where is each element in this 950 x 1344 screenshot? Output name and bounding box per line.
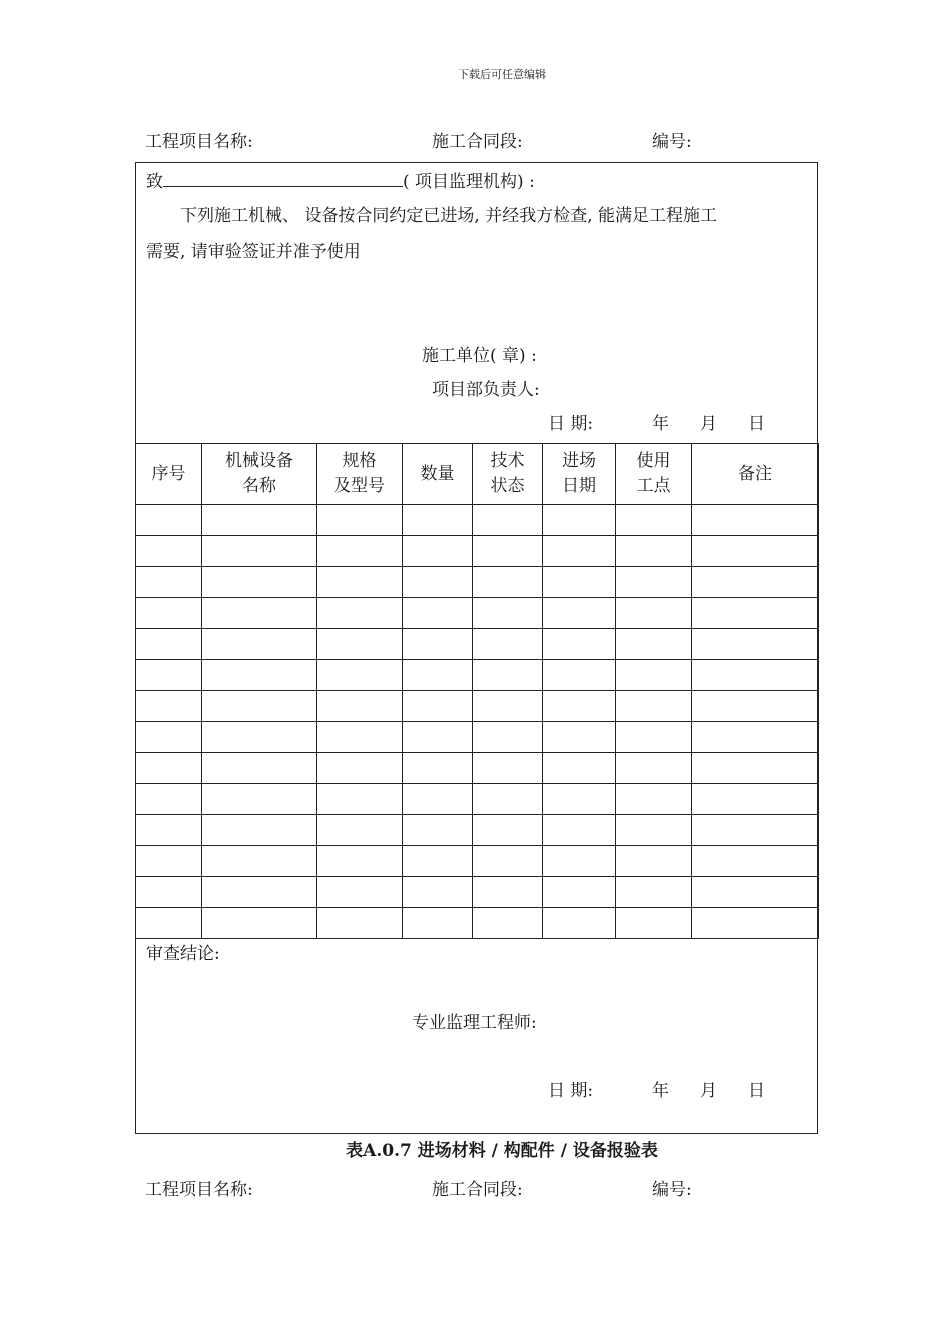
column-header [403,444,473,505]
table-cell[interactable] [473,753,543,784]
table-row [136,598,819,629]
table-row [136,722,819,753]
table-cell[interactable] [616,846,692,877]
table-cell[interactable] [202,908,317,939]
watermark-text: 下载后可任意编辑 [458,68,546,81]
table-cell[interactable] [616,815,692,846]
table-cell[interactable] [616,784,692,815]
column-header [473,444,543,505]
table-cell[interactable] [403,877,473,908]
table-cell[interactable] [403,815,473,846]
request-year-label: 年 [652,414,669,434]
table-cell[interactable] [202,691,317,722]
table-cell[interactable] [202,505,317,536]
table-cell[interactable] [543,908,616,939]
table-row [136,753,819,784]
column-header-line: 进场 [562,451,596,471]
column-header-line: 备注 [738,463,772,484]
table-cell[interactable] [692,784,819,815]
table-row [136,536,819,567]
table-cell[interactable] [616,567,692,598]
table-cell[interactable] [543,691,616,722]
table-cell[interactable] [403,846,473,877]
table-cell[interactable] [317,784,403,815]
table-cell[interactable] [692,536,819,567]
table-cell[interactable] [136,691,202,722]
table-row [136,877,819,908]
table-cell[interactable] [473,846,543,877]
conclusion-label: 审查结论: [146,944,220,964]
table-cell[interactable] [692,722,819,753]
table-cell[interactable] [473,691,543,722]
engineer-label: 专业监理工程师: [412,1013,537,1033]
column-header-line: 及型号 [334,476,385,496]
review-date-label: 日 期: [548,1081,594,1101]
table-cell[interactable] [317,908,403,939]
unit-seal-label: 施工单位( 章) : [422,346,537,366]
table-cell[interactable] [543,784,616,815]
table-cell[interactable] [317,846,403,877]
table-cell[interactable] [692,846,819,877]
table-cell[interactable] [202,598,317,629]
table-cell[interactable] [616,660,692,691]
table-cell[interactable] [543,753,616,784]
review-year-label: 年 [652,1081,669,1101]
table-cell[interactable] [202,629,317,660]
table-cell[interactable] [136,877,202,908]
table-cell[interactable] [403,660,473,691]
table-row [136,815,819,846]
table-cell[interactable] [543,722,616,753]
table-cell[interactable] [403,784,473,815]
table-cell[interactable] [692,598,819,629]
table-cell[interactable] [692,629,819,660]
org-label: ( 项目监理机构) : [403,172,535,192]
request-body-line2: 需要, 请审验签证并准予使用 [146,242,361,262]
contract-section-label: 施工合同段: [432,132,523,152]
table-cell[interactable] [136,629,202,660]
table-cell[interactable] [616,722,692,753]
number-label: 编号: [652,132,692,152]
table-cell[interactable] [616,629,692,660]
to-label: 致 [146,172,163,192]
column-header-line: 使用 [636,451,671,471]
table-row [136,846,819,877]
table-cell[interactable] [202,753,317,784]
table-cell[interactable] [317,567,403,598]
table-cell[interactable] [136,784,202,815]
table-cell[interactable] [473,567,543,598]
table-cell[interactable] [136,660,202,691]
request-body-line1: 下列施工机械、 设备按合同约定已进场, 并经我方检查, 能满足工程施工 [180,206,718,226]
table-cell[interactable] [473,722,543,753]
column-header-line: 工点 [636,476,671,496]
column-header-line: 日期 [562,476,596,496]
table-cell[interactable] [692,691,819,722]
addressee-line [146,167,535,192]
table-cell[interactable] [616,505,692,536]
table-cell[interactable] [473,629,543,660]
table-cell[interactable] [692,505,819,536]
table-header-row [136,444,819,505]
column-header-line: 数量 [420,463,455,484]
table-cell[interactable] [403,691,473,722]
table-row [136,660,819,691]
table-cell[interactable] [403,908,473,939]
table-cell[interactable] [616,598,692,629]
table-cell[interactable] [317,877,403,908]
table-cell[interactable] [317,536,403,567]
table-cell[interactable] [202,784,317,815]
table-row [136,629,819,660]
table-cell[interactable] [616,536,692,567]
table-cell[interactable] [202,660,317,691]
column-header-line: 技术 [490,451,525,471]
table-cell[interactable] [317,660,403,691]
table-cell[interactable] [543,567,616,598]
table-cell[interactable] [403,598,473,629]
table-cell[interactable] [136,598,202,629]
table-cell[interactable] [692,660,819,691]
footer-contract-section-label: 施工合同段: [432,1180,523,1200]
review-month-label: 月 [700,1081,717,1101]
table-cell[interactable] [202,567,317,598]
table-cell[interactable] [317,815,403,846]
table-cell[interactable] [473,598,543,629]
table-cell[interactable] [202,877,317,908]
table-cell[interactable] [543,536,616,567]
table-cell[interactable] [403,753,473,784]
table-cell[interactable] [403,629,473,660]
report-form [135,162,818,1134]
table-cell[interactable] [317,598,403,629]
table-cell[interactable] [473,536,543,567]
column-header-line: 机械设备 [225,451,293,471]
footer-project-name-label: 工程项目名称: [145,1180,253,1200]
table-cell[interactable] [403,722,473,753]
table-cell[interactable] [473,815,543,846]
table-cell[interactable] [692,908,819,939]
table-cell[interactable] [473,660,543,691]
table-row [136,784,819,815]
column-header [692,444,819,505]
table-cell[interactable] [403,505,473,536]
table-cell[interactable] [317,753,403,784]
table-cell[interactable] [317,505,403,536]
table-cell[interactable] [692,753,819,784]
table-cell[interactable] [473,505,543,536]
table-cell[interactable] [317,722,403,753]
table-cell[interactable] [136,846,202,877]
table-cell[interactable] [317,691,403,722]
table-row [136,691,819,722]
table-cell[interactable] [136,753,202,784]
table-cell[interactable] [473,784,543,815]
table-cell[interactable] [543,846,616,877]
request-date-label: 日 期: [548,414,594,434]
table-cell[interactable] [692,815,819,846]
column-header [543,444,616,505]
table-cell[interactable] [136,567,202,598]
equipment-table [135,443,819,939]
table-cell[interactable] [202,815,317,846]
footer-number-label: 编号: [652,1180,692,1200]
table-cell[interactable] [692,567,819,598]
table-row [136,908,819,939]
table-cell[interactable] [136,505,202,536]
table-cell[interactable] [202,722,317,753]
supervisor-org-blank[interactable] [163,170,403,187]
table-cell[interactable] [403,567,473,598]
table-cell[interactable] [616,877,692,908]
table-cell[interactable] [136,908,202,939]
table-cell[interactable] [543,629,616,660]
table-cell[interactable] [543,505,616,536]
request-day-label: 日 [748,414,765,434]
table-cell[interactable] [136,536,202,567]
manager-label: 项目部负责人: [432,380,540,400]
table-cell[interactable] [473,877,543,908]
table-row [136,567,819,598]
table-row [136,505,819,536]
table-cell[interactable] [136,815,202,846]
table-cell[interactable] [692,877,819,908]
table-caption: 表A.0.7 进场材料 / 构配件 / 设备报验表 [346,1141,658,1161]
table-cell[interactable] [616,753,692,784]
column-header-line: 规格 [342,451,377,471]
table-cell[interactable] [403,536,473,567]
column-header-line: 序号 [151,463,186,484]
column-header [136,444,202,505]
column-header [317,444,403,505]
column-header-line: 名称 [242,476,276,496]
table-cell[interactable] [317,629,403,660]
table-cell[interactable] [616,908,692,939]
column-header-line: 状态 [490,476,525,496]
column-header [616,444,692,505]
table-cell[interactable] [543,660,616,691]
table-cell[interactable] [473,908,543,939]
column-header [202,444,317,505]
table-cell[interactable] [616,691,692,722]
table-cell[interactable] [202,536,317,567]
project-name-label: 工程项目名称: [145,132,253,152]
table-cell[interactable] [543,598,616,629]
table-cell[interactable] [543,877,616,908]
review-day-label: 日 [748,1081,765,1101]
table-cell[interactable] [543,815,616,846]
table-cell[interactable] [136,722,202,753]
request-month-label: 月 [700,414,717,434]
table-cell[interactable] [202,846,317,877]
